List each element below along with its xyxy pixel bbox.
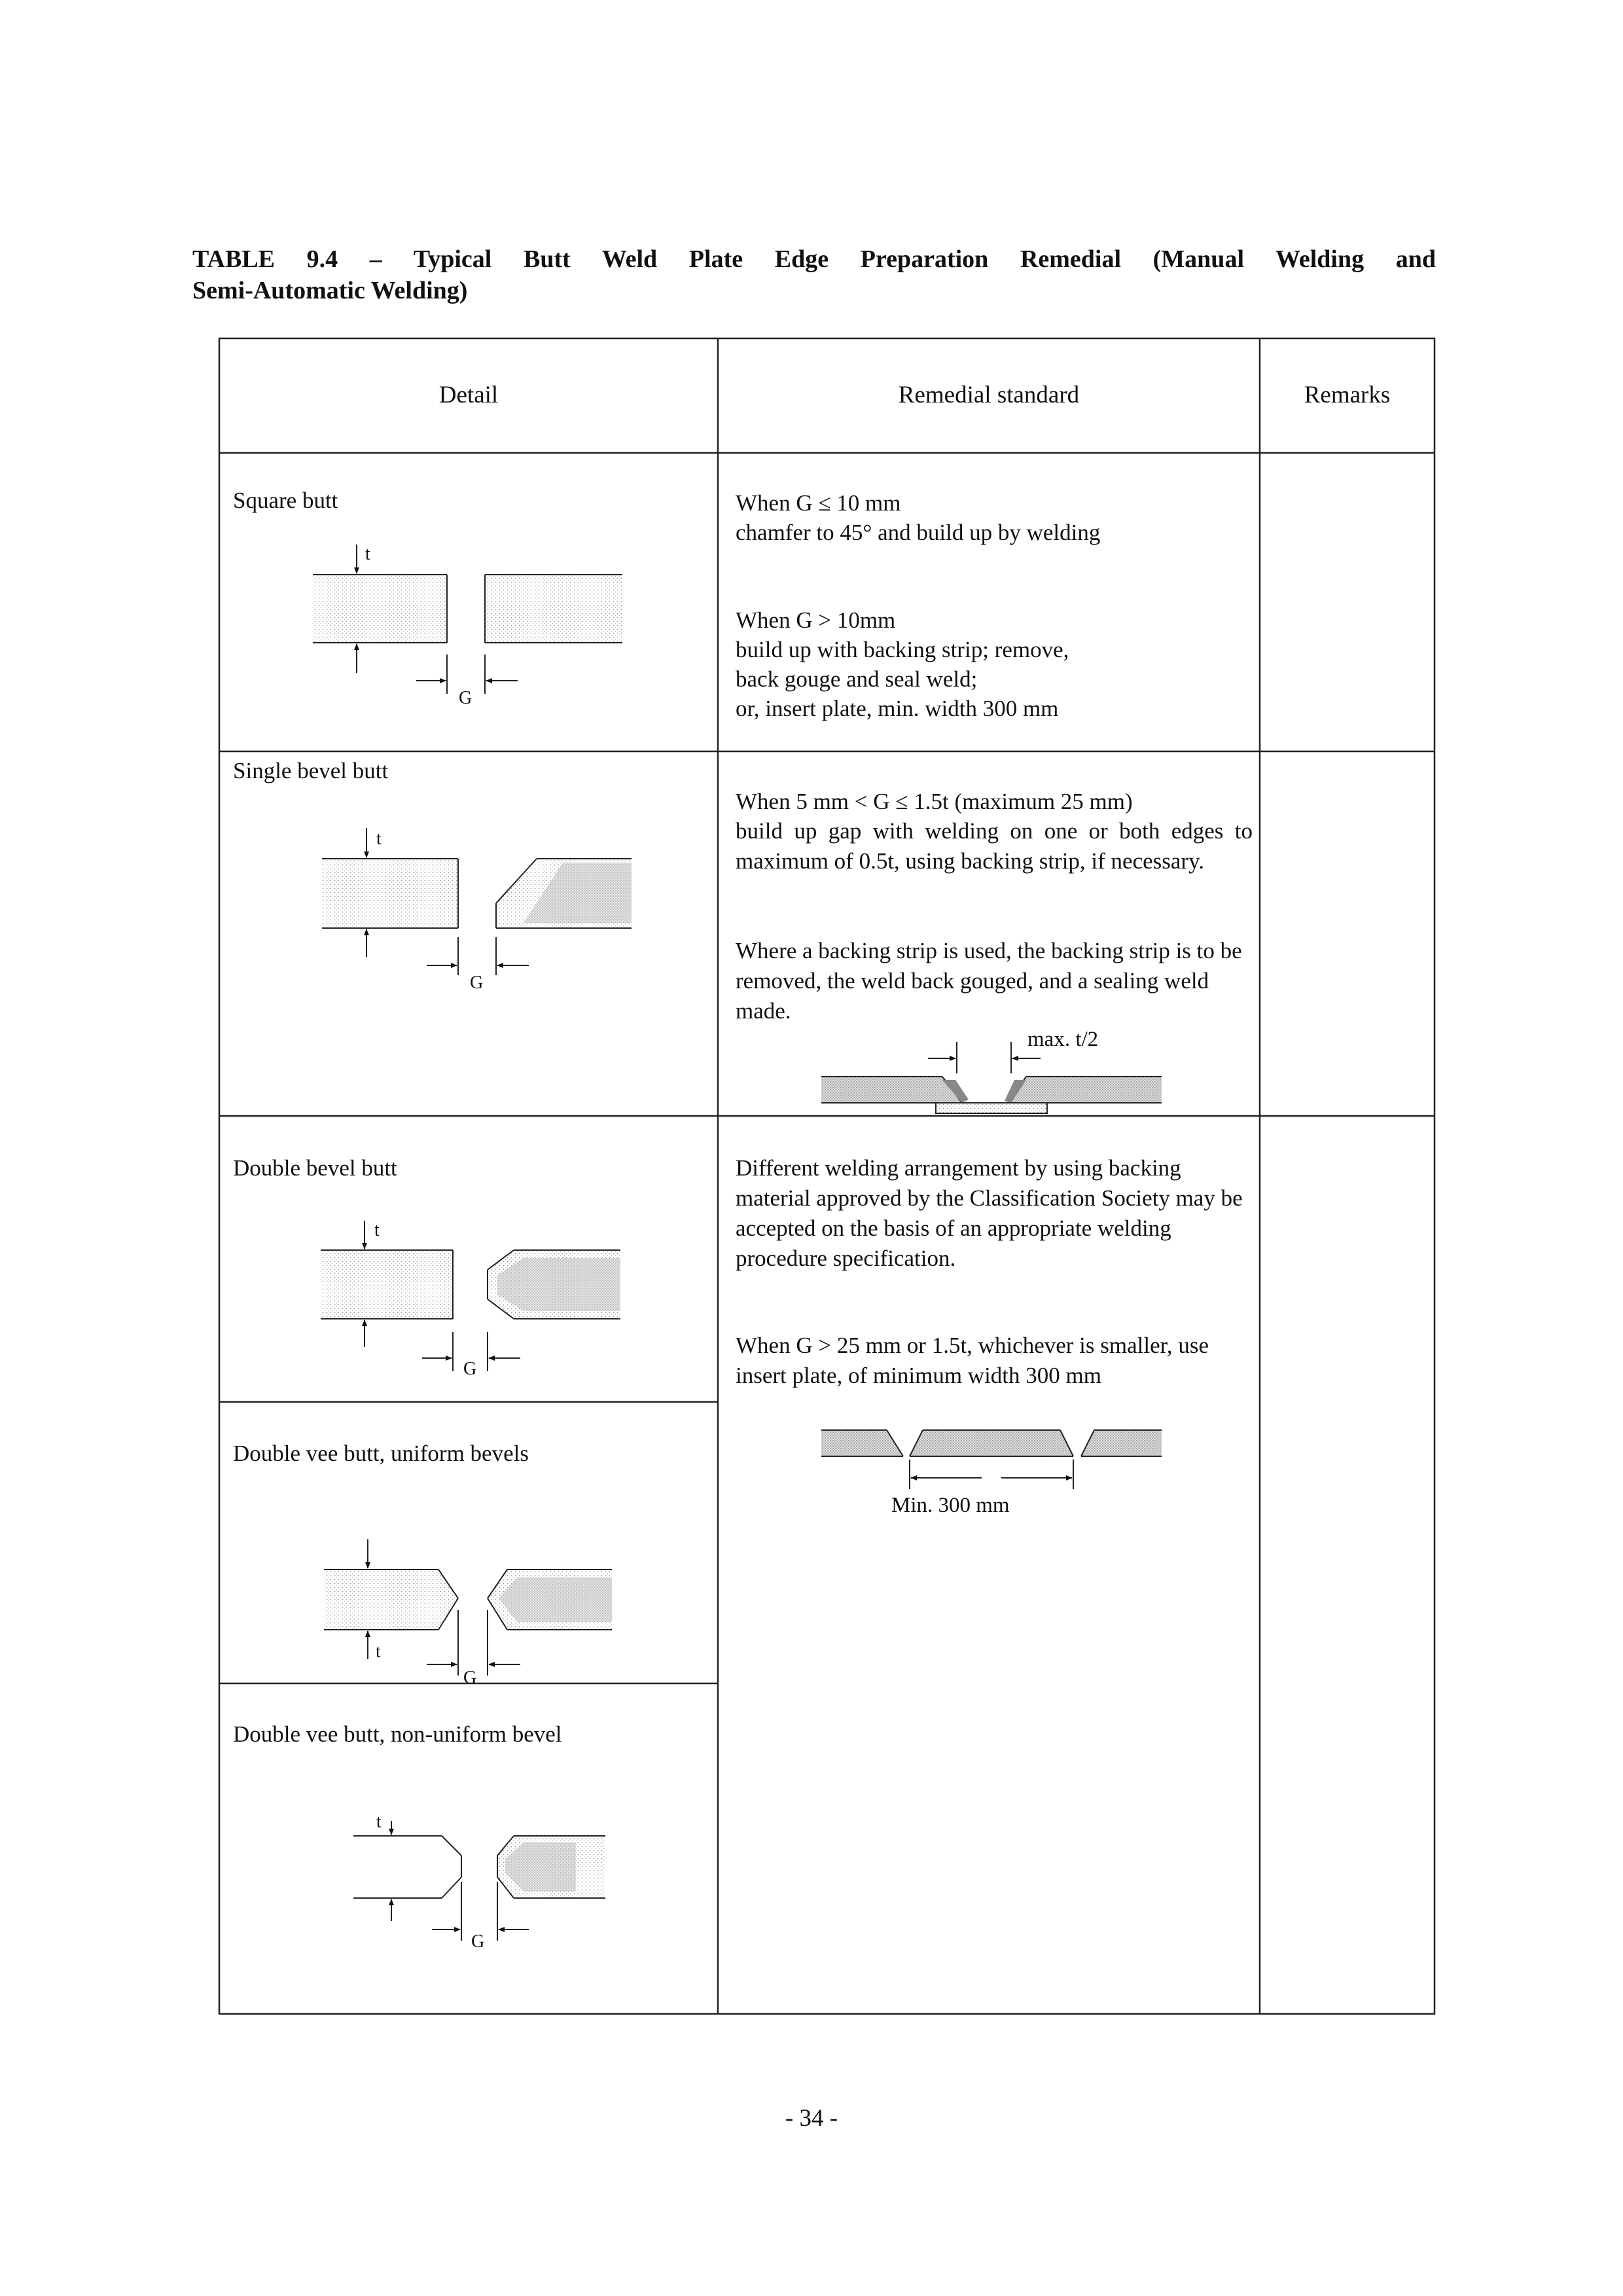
remedial-square-b4: or, insert plate, min. width 300 mm bbox=[736, 696, 1059, 721]
caption-line-2: Semi-Automatic Welding) bbox=[192, 277, 468, 304]
header-remedial-standard: Remedial standard bbox=[898, 382, 1080, 408]
remedial-square-a2: chamfer to 45° and build up by welding bbox=[736, 520, 1101, 545]
double-bevel-thickness-label: t bbox=[374, 1220, 380, 1240]
square-gap-label: G bbox=[459, 688, 473, 708]
remedial-different-arrangement: Different welding arrangement by using backing material approved by the Classification Society may be accepted on the basis of an appropriate welding procedure specification. bbox=[736, 1155, 1243, 1271]
double-vee-nonuniform-thickness-label: t bbox=[376, 1812, 382, 1832]
remedial-square-b3: back gouge and seal weld; bbox=[736, 666, 978, 692]
detail-single-bevel-butt: Single bevel butt bbox=[233, 758, 389, 783]
remedial-insert-plate: When G > 25 mm or 1.5t, whichever is smaller, use insert plate, of minimum width 300 mm bbox=[736, 1333, 1209, 1388]
double-vee-uniform-diagram bbox=[324, 1539, 612, 1676]
double-vee-uniform-gap-label: G bbox=[463, 1668, 477, 1688]
remedial-bevel-b: Where a backing strip is used, the backing strip is to be removed, the weld back gouged, and a sealing weld made. bbox=[736, 938, 1242, 1024]
single-bevel-gap-label: G bbox=[470, 973, 484, 993]
single-bevel-diagram bbox=[322, 828, 632, 975]
header-detail: Detail bbox=[438, 382, 499, 408]
remedial-square-a1: When G ≤ 10 mm bbox=[736, 490, 901, 516]
detail-double-bevel-butt: Double bevel butt bbox=[233, 1155, 397, 1181]
remedial-square-b1: When G > 10mm bbox=[736, 607, 896, 633]
insert-plate-diagram bbox=[821, 1430, 1162, 1489]
min-width-label: Min. 300 mm bbox=[891, 1494, 1010, 1517]
double-bevel-gap-label: G bbox=[463, 1359, 477, 1379]
page-number: - 34 - bbox=[785, 2105, 838, 2132]
remedial-square-b2: build up with backing strip; remove, bbox=[736, 637, 1069, 662]
header-remarks: Remarks bbox=[1304, 382, 1391, 408]
single-bevel-thickness-label: t bbox=[376, 829, 382, 849]
max-half-thickness-label: max. t/2 bbox=[1027, 1028, 1099, 1051]
double-vee-nonuniform-diagram bbox=[353, 1821, 605, 1941]
detail-square-butt: Square butt bbox=[233, 488, 338, 513]
double-vee-nonuniform-gap-label: G bbox=[471, 1931, 485, 1952]
double-vee-uniform-thickness-label: t bbox=[376, 1641, 381, 1662]
remedial-bevel-a2: build up gap with welding on one or both edges to maximum of 0.5t, using backing strip, if necessary. bbox=[736, 818, 1253, 874]
caption-line-1: TABLE 9.4 – Typical Butt Weld Plate Edge Preparation Remedial (Manual Welding and bbox=[192, 245, 1436, 273]
double-bevel-diagram bbox=[321, 1221, 620, 1371]
square-thickness-label: t bbox=[365, 544, 370, 564]
square-butt-diagram bbox=[313, 545, 622, 694]
remedial-bevel-a1: When 5 mm < G ≤ 1.5t (maximum 25 mm) bbox=[736, 789, 1133, 814]
detail-double-vee-uniform: Double vee butt, uniform bevels bbox=[233, 1441, 529, 1466]
detail-double-vee-nonuniform: Double vee butt, non-uniform bevel bbox=[233, 1721, 562, 1747]
backing-strip-diagram bbox=[821, 1042, 1162, 1113]
